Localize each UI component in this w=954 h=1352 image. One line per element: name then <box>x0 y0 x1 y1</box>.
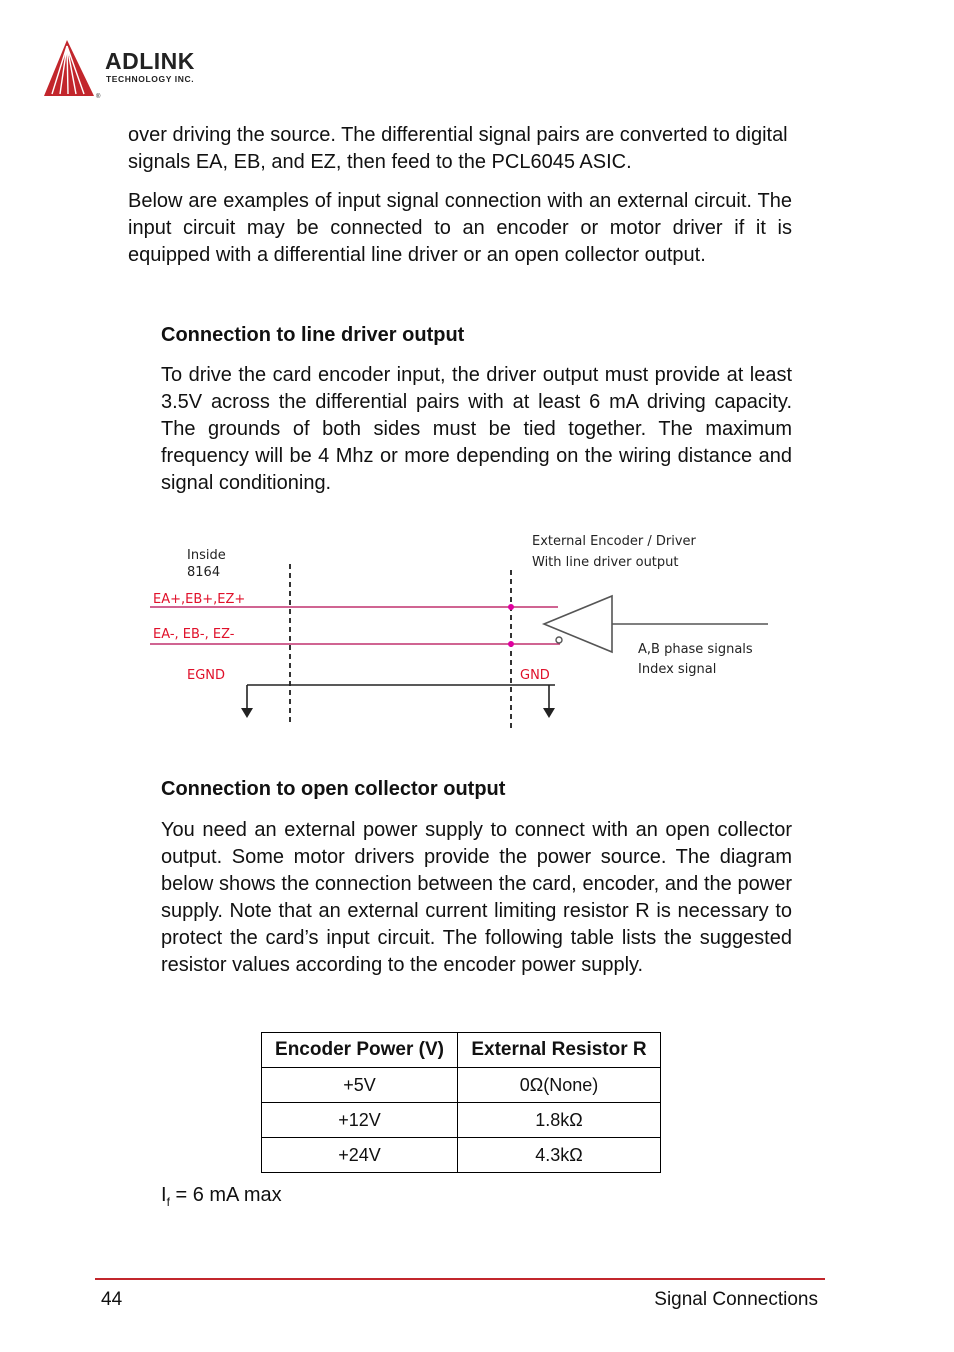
gnd-label: GND <box>520 668 550 683</box>
line-driver-heading: Connection to line driver output <box>161 324 465 346</box>
table-cell: +5V <box>262 1068 458 1103</box>
intro-paragraph-2: Below are examples of input signal connection with an external circuit. The input circuit may be connected to an encoder or motor driver if it is equipped with a differential line driver or an open collector output. <box>128 190 792 266</box>
table-cell: 4.3kΩ <box>458 1138 661 1173</box>
line-driver-body: To drive the card encoder input, the driver output must provide at least 3.5V across the differential pairs with at least 6 mA driving capacity. The grounds of both sides must be tied together. The maximum frequency will be 4 Mhz or more depending on the wiring distance and signal conditioning. <box>161 364 792 494</box>
note-subscript: f <box>166 1195 170 1209</box>
table-cell: 0Ω(None) <box>458 1068 661 1103</box>
table-row <box>262 1138 661 1173</box>
table-header-row <box>262 1033 661 1068</box>
open-collector-heading: Connection to open collector output <box>161 778 506 800</box>
signal-minus-label: EA-, EB-, EZ- <box>153 627 235 642</box>
table-header-cell: Encoder Power (V) <box>262 1033 458 1068</box>
external-label-1: External Encoder / Driver <box>532 534 696 549</box>
table-cell: 1.8kΩ <box>458 1103 661 1138</box>
brand-name: ADLINK <box>105 48 195 74</box>
junction-dot <box>508 604 514 610</box>
table-cell: +24V <box>262 1138 458 1173</box>
index-signal-label: Index signal <box>638 662 717 677</box>
page-number: 44 <box>101 1289 123 1310</box>
adlink-triangle-icon <box>42 38 106 100</box>
inverter-bubble <box>556 637 562 643</box>
brand-subtitle: TECHNOLOGY INC. <box>106 74 195 84</box>
table-header-cell: External Resistor R <box>458 1033 661 1068</box>
intro-paragraph-1: over driving the source. The differential signal pairs are converted to digital signals EA, EB, and EZ, then feed to the PCL6045 ASIC. <box>128 124 788 173</box>
table-row <box>262 1103 661 1138</box>
egnd-label: EGND <box>187 668 226 683</box>
footer-section-title: Signal Connections <box>654 1289 818 1310</box>
phase-signal-label: A,B phase signals <box>638 642 753 657</box>
inside-label-2: 8164 <box>187 565 221 580</box>
junction-dot <box>508 641 514 647</box>
line-driver-diagram <box>150 528 780 733</box>
ground-arrow-icon <box>241 708 253 718</box>
resistor-table <box>261 1032 661 1173</box>
table-row <box>262 1068 661 1103</box>
signal-plus-label: EA+,EB+,EZ+ <box>153 592 246 607</box>
note-symbol: I <box>161 1184 167 1206</box>
ground-arrow-icon <box>543 708 555 718</box>
inside-label-1: Inside <box>187 548 226 563</box>
note-text: = 6 mA max <box>169 1184 282 1206</box>
open-collector-body: You need an external power supply to connect with an open collector output. Some motor drivers provide the power source. The diagram below shows the connection between the card, encoder, and the power supply. Note that an external current limiting resistor R is necessary to protect the card’s input circuit. The following table lists the suggested resistor values according to the encoder power supply. <box>161 819 792 976</box>
adlink-logo <box>42 38 242 100</box>
table-cell: +12V <box>262 1103 458 1138</box>
svg-text:®: ® <box>96 94 101 100</box>
current-note <box>161 1184 282 1209</box>
external-label-2: With line driver output <box>532 555 679 570</box>
footer-rule <box>95 1278 825 1280</box>
